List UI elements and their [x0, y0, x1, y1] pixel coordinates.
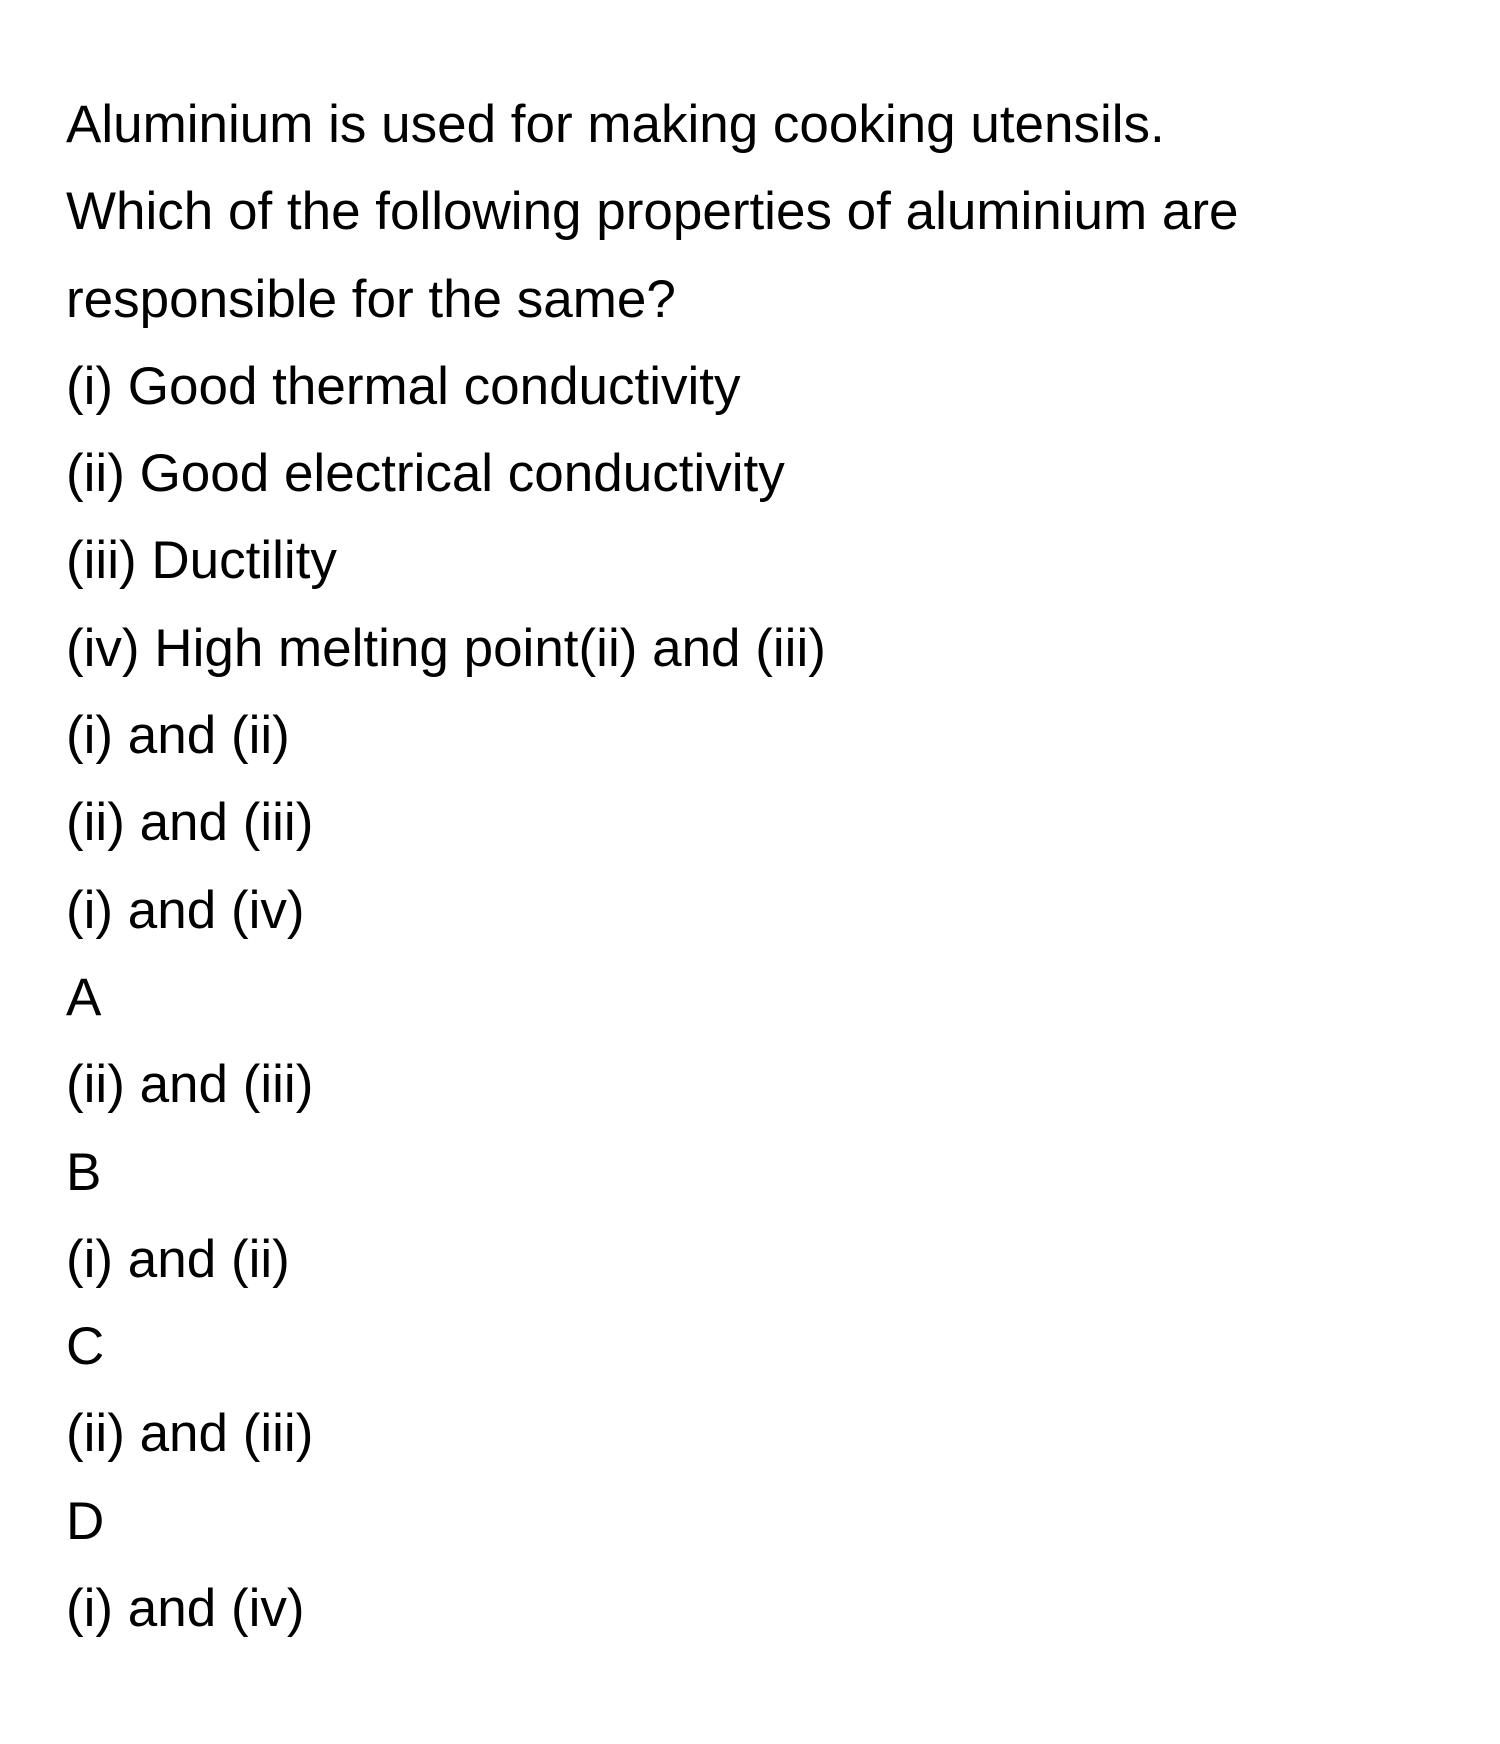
- option-b-letter: B: [66, 1142, 102, 1202]
- property-iii: (iii) Ductility: [66, 531, 337, 591]
- option-d-text: (i) and (iv): [66, 1579, 305, 1639]
- property-iv: (iv) High melting point(ii) and (iii): [66, 618, 826, 678]
- option-b-text: (i) and (ii): [66, 1229, 290, 1289]
- inline-option-3: (i) and (iv): [66, 880, 305, 940]
- property-ii: (ii) Good electrical conductivity: [66, 444, 785, 504]
- inline-option-1: (i) and (ii): [66, 706, 290, 766]
- question-text-line-1: Aluminium is used for making cooking utensils.: [66, 95, 1165, 154]
- option-d-letter: D: [66, 1491, 105, 1551]
- inline-option-2: (ii) and (iii): [66, 793, 314, 853]
- option-c-text: (ii) and (iii): [66, 1404, 314, 1464]
- property-i: (i) Good thermal conductivity: [66, 356, 741, 416]
- option-a-letter: A: [66, 967, 102, 1027]
- question-text-line-2: Which of the following properties of aluminium are: [66, 182, 1239, 242]
- question-text-line-3: responsible for the same?: [66, 269, 676, 329]
- option-a-text: (ii) and (iii): [66, 1055, 314, 1115]
- option-c-letter: C: [66, 1317, 105, 1377]
